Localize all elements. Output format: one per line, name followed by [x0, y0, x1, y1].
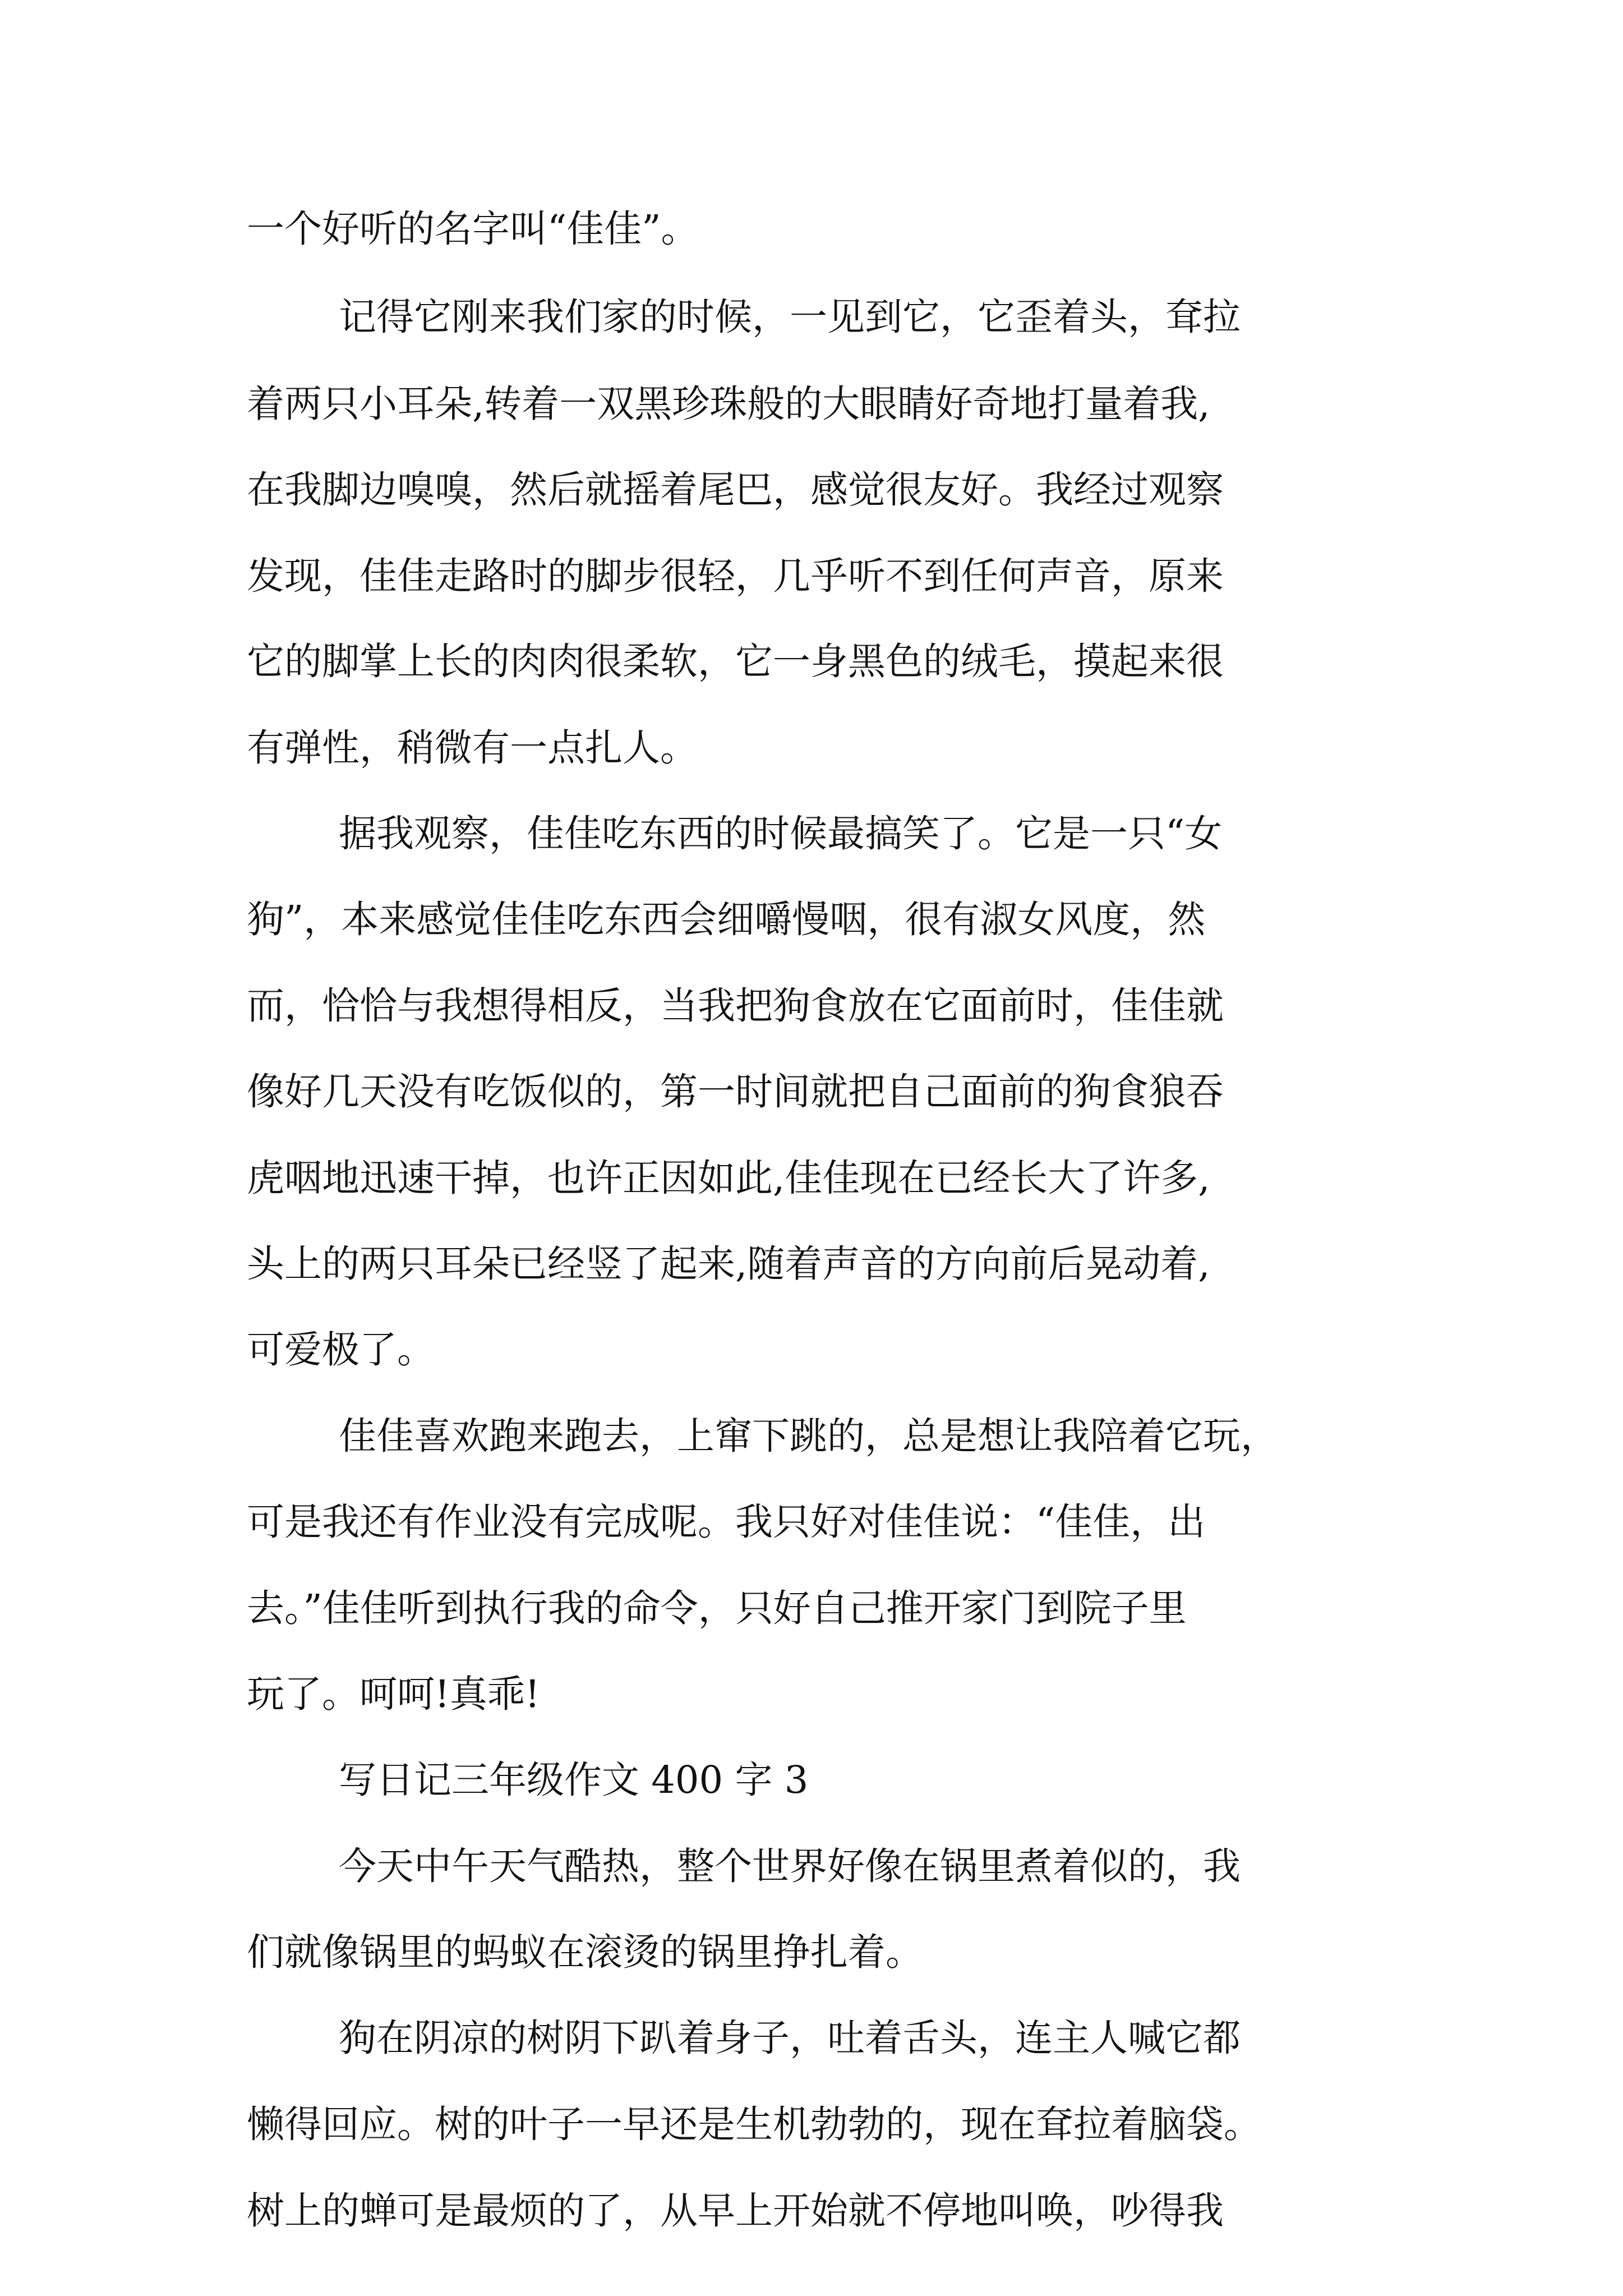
text-line: 可爱极了。 [247, 1328, 435, 1372]
text-line: 它的脚掌上长的肉肉很柔软，它一身黑色的绒毛，摸起来很 [247, 639, 1224, 683]
text-line: 发现，佳佳走路时的脚步很轻，几乎听不到任何声音，原来 [247, 554, 1224, 598]
paragraph-start-line: 记得它刚来我们家的时候，一见到它，它歪着头，耷拉 [339, 295, 1241, 339]
section-heading: 写日记三年级作文 400 字 3 [339, 1758, 809, 1802]
text-line: 们就像锅里的蚂蚁在滚烫的锅里挣扎着。 [247, 1930, 923, 1974]
text-line: 像好几天没有吃饭似的，第一时间就把自己面前的狗食狼吞 [247, 1070, 1224, 1114]
text-line: 而，恰恰与我想得相反，当我把狗食放在它面前时，佳佳就 [247, 984, 1224, 1028]
text-line: 一个好听的名字叫“佳佳”。 [247, 207, 699, 251]
text-line: 有弹性，稍微有一点扎人。 [247, 726, 698, 770]
text-line: 着两只小耳朵,转着一双黑珍珠般的大眼睛好奇地打量着我, [247, 382, 1210, 426]
text-line: 去。”佳佳听到执行我的命令，只好自己推开家门到院子里 [247, 1586, 1187, 1630]
text-line: 虎咽地迅速干掉，也许正因如此,佳佳现在已经长大了许多, [247, 1156, 1210, 1200]
text-line: 懒得回应。树的叶子一早还是生机勃勃的，现在耷拉着脑袋。 [247, 2102, 1261, 2146]
text-line: 树上的蝉可是最烦的了，从早上开始就不停地叫唤，吵得我 [247, 2189, 1224, 2233]
paragraph-start-line: 今天中午天气酷热，整个世界好像在锅里煮着似的，我 [339, 1844, 1241, 1888]
text-line: 狗”，本来感觉佳佳吃东西会细嚼慢咽，很有淑女风度，然 [247, 898, 1206, 941]
text-line: 玩了。呵呵!真乖! [247, 1672, 540, 1716]
paragraph-start-line: 狗在阴凉的树阴下趴着身子，吐着舌头，连主人喊它都 [339, 2016, 1241, 2060]
text-line: 可是我还有作业没有完成呢。我只好对佳佳说：“佳佳，出 [247, 1500, 1206, 1544]
paragraph-start-line: 佳佳喜欢跑来跑去，上窜下跳的，总是想让我陪着它玩， [339, 1414, 1278, 1458]
text-line: 头上的两只耳朵已经竖了起来,随着声音的方向前后晃动着, [247, 1242, 1210, 1286]
paragraph-start-line: 据我观察，佳佳吃东西的时候最搞笑了。它是一只“女 [339, 812, 1223, 855]
text-line: 在我脚边嗅嗅，然后就摇着尾巴，感觉很友好。我经过观察 [247, 468, 1224, 512]
